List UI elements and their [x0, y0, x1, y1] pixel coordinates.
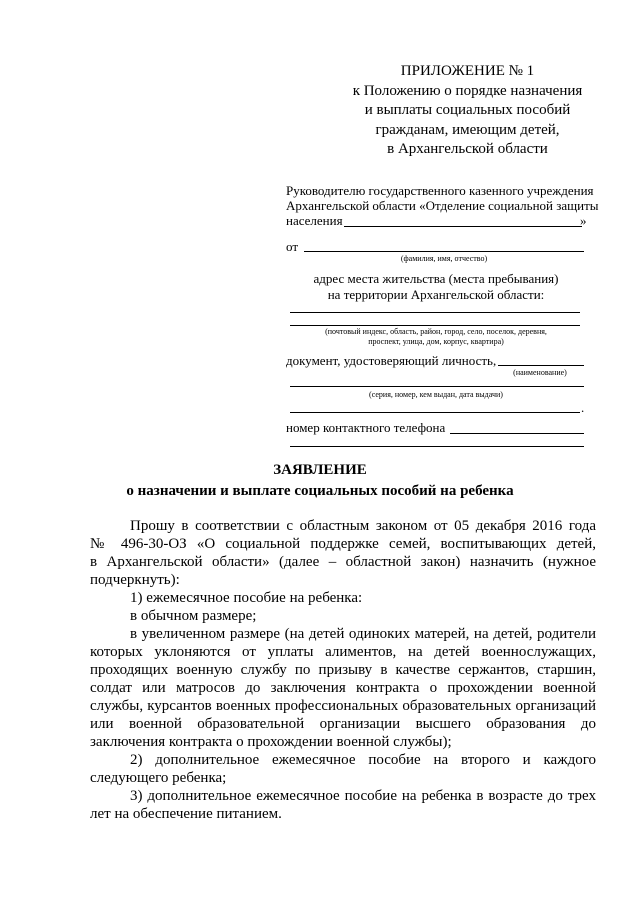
p1-line-4: подчеркнуть):: [90, 572, 180, 588]
statement-title: ЗАЯВЛЕНИЕ: [273, 462, 367, 478]
id-doc-label: документ, удостоверяющий личность,: [286, 353, 497, 368]
addressee-line-2: Архангельской области «Отделение социальной защиты: [286, 198, 599, 213]
item-1b-line-1: в увеличенном размере (на детей одиноких матерей, на детей, родители: [130, 626, 596, 642]
phone-label: номер контактного телефона: [286, 420, 446, 435]
item-3-line-1: 3) дополнительное ежемесячное пособие на ребенка в возрасте до трех: [130, 788, 596, 804]
item-1b-line-2: которых уклоняются от уплаты алиментов, на детей военнослужащих,: [90, 644, 596, 660]
id-doc-series-field[interactable]: [290, 386, 584, 387]
addressee-line-3-start: населения: [286, 213, 343, 228]
item-1b-line-6: или военной образовательной организации высшего образования до: [90, 716, 596, 732]
addressee-line-3-end: »: [580, 213, 587, 228]
statement-subtitle: о назначении и выплате социальных пособий на ребенка: [126, 483, 514, 499]
residence-line-1: адрес места жительства (места пребывания): [313, 271, 559, 286]
item-2-line-1: 2) дополнительное ежемесячное пособие на второго и каждого: [130, 752, 596, 768]
item-1: 1) ежемесячное пособие на ребенка:: [130, 590, 363, 606]
fio-field[interactable]: [304, 251, 584, 252]
item-1b-line-7: заключения контракта о прохождении военной службы);: [90, 734, 452, 750]
id-doc-name-field[interactable]: [498, 365, 584, 366]
item-1b-line-3: проходящих военную службу по призыву в качестве сержантов, старшин,: [90, 662, 596, 678]
address-field-2[interactable]: [290, 325, 580, 326]
address-field-1[interactable]: [290, 312, 580, 313]
item-1b-line-4: солдат или матросов до заключения контракта о прохождении военной: [90, 680, 596, 696]
p1-line-2: № 496-30-ОЗ «О социальной поддержке семей, воспитывающих детей,: [90, 536, 596, 552]
appendix-line-2: и выплаты социальных пособий: [364, 102, 571, 118]
appendix-line-4: в Архангельской области: [387, 141, 548, 157]
item-3-line-2: лет на обеспечение питанием.: [90, 806, 282, 822]
appendix-block: [300, 62, 635, 160]
p1-line-1: Прошу в соответствии с областным законом от 05 декабря 2016 года: [130, 518, 596, 534]
appendix-title: ПРИЛОЖЕНИЕ № 1: [400, 63, 535, 79]
p1-line-3: в Архангельской области» (далее – областной закон) назначить (нужное: [90, 554, 596, 570]
item-2-line-2: следующего ребенка;: [90, 770, 227, 786]
residence-line-2: на территории Архангельской области:: [327, 287, 545, 302]
addressee-line-1: Руководителю государственного казенного учреждения: [286, 183, 594, 198]
appendix-line-3: гражданам, имеющим детей,: [375, 121, 560, 138]
item-1b-line-5: службы, курсантов военных профессиональных образовательных организаций: [90, 698, 596, 714]
item-1a: в обычном размере;: [130, 608, 257, 624]
id-doc-hint: (наименование): [513, 368, 567, 377]
addressee-underline: [344, 226, 582, 227]
id-doc-extra-field[interactable]: [290, 412, 580, 413]
address-hint-1: (почтовый индекс, область, район, город, село, поселок, деревня,: [325, 327, 547, 336]
series-hint: (серия, номер, кем выдан, дата выдачи): [369, 390, 503, 399]
appendix-line-1: к Положению о порядке назначения: [352, 82, 583, 99]
fio-hint: (фамилия, имя, отчество): [400, 254, 488, 263]
address-hint-2: проспект, улица, дом, корпус, квартира): [368, 337, 504, 346]
phone-field[interactable]: [450, 433, 584, 434]
line-end-dot: .: [581, 400, 585, 415]
phone-extra-field[interactable]: [290, 446, 584, 447]
from-label: от: [286, 239, 299, 254]
